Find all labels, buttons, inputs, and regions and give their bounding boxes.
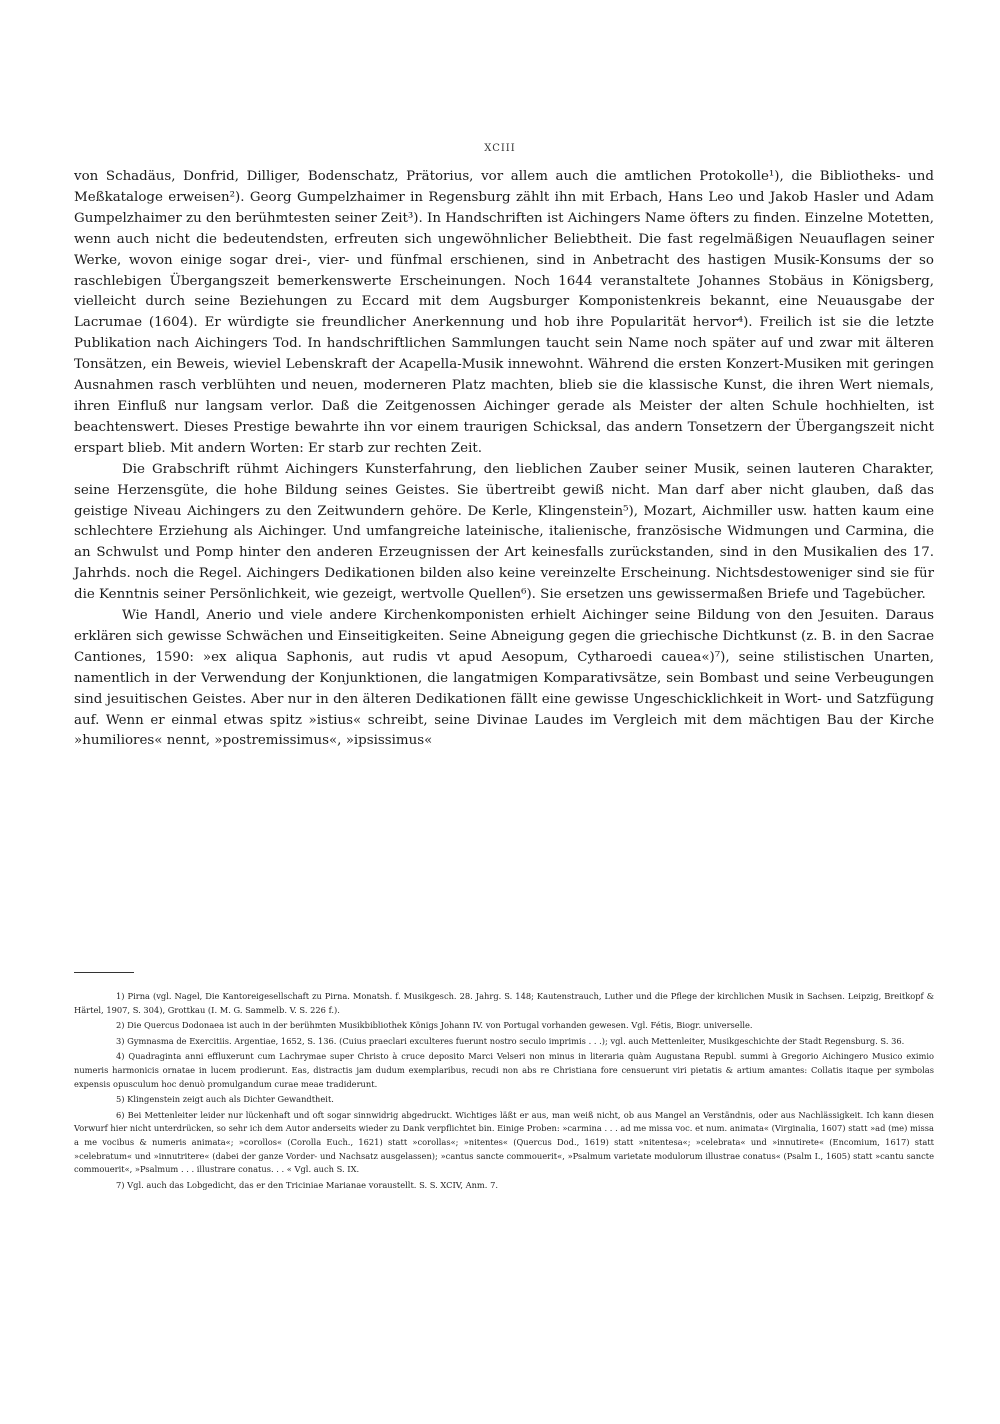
footnote: 6) Bei Mettenleiter leider nur lückenhaft und oft sogar sinnwidrig abgedruckt. Wichtiges läßt er aus, man weiß nicht, ob aus Mangel an Verständnis, oder aus Nachlässigkeit. Ich kann diesen Vorwurf hier nicht unterdrücken, so sehr ich dem Autor anderseits wieder zu Dank verpflichtet bin. Einige Proben: »carmina . . . ad me missa voc. et num. animata« (Virginalia, 1607) statt »ad (me) missa a me vocibus & numeris animata«; »corollos« (Corolla Euch., 1621) statt »corollas«; »nitentes« (Quercus Dod., 1619) statt »nitentesa«; »celebrata« und »innutirete« (Encomium, 1617) statt »celebratum« und »innutritere« (dabei der ganze Vorder- und Nachsatz ausgelassen); »cantus sancte commouerit«, »Psalmum varietate modulorum illustrae conatus« (Psalm I., 1605) statt »cantu sancte commouerit«, »Psalmum . . . illustrare conatus. . . « Vgl. auch S. IX. [74,1109,934,1175]
footnote: 2) Die Quercus Dodonaea ist auch in der berühmten Musikbibliothek Königs Johann IV. von Portugal vorhanden gewesen. Vgl. Fétis, Biogr. universelle. [116,1020,753,1031]
footnote: 5) Klingenstein zeigt auch als Dichter Gewandtheit. [116,1094,334,1105]
footnote: 7) Vgl. auch das Lobgedicht, das er den Triciniae Marianae voraustellt. S. S. XCIV, Anm. 7. [116,1179,498,1190]
footnote: 4) Quadraginta anni effluxerunt cum Lachrymae super Christo à cruce deposito Marci Velseri non minus in literaria quàm Augustana Republ. summi à Gregorio Aichingero Musico eximio numeris harmonicis ornatae in lucem prodierunt. Eas, distractis jam dudum exemplaribus, recudi non abs re Christiana fore censuerunt viri pietatis & artium amantes: Collatis itaque per symbolas expensis opusculum hoc denuò promulgandum curae meae tradiderunt. [74,1051,934,1089]
main-text [74,167,934,752]
footnote: 3) Gymnasma de Exercitiis. Argentiae, 1652, S. 136. (Cuius praeclari exculteres fuerunt nostro seculo imprimis . . .); vgl. auch Mettenleiter, Musikgeschichte der Stadt Regensburg. S. 36. [116,1035,905,1046]
paragraph: Die Grabschrift rühmt Aichingers Kunsterfahrung, den lieblichen Zauber seiner Musik, seinen lauteren Charakter, seine Herzensgüte, die hohe Bildung seines Geistes. Sie übertreibt gewiß nicht. Man darf aber nicht glauben, daß das geistige Niveau Aichingers zu den Zeitwundern gehöre. De Kerle, Klingenstein⁵), Mozart, Aichmiller usw. hatten kaum eine schlechtere Erziehung als Aichinger. Und umfangreiche lateinische, italienische, französische Widmungen und Carmina, die an Schwulst und Pomp hinter den anderen Erzeugnissen der Art keinesfalls zurückstanden, sind in den Musikalien des 17. Jahrhds. noch die Regel. Aichingers Dedikationen bilden also keine vereinzelte Erscheinung. Nichtsdestoweniger sind sie für die Kenntnis seiner Persönlichkeit, wie gezeigt, wertvolle Quellen⁶). Sie ersetzen uns gewissermaßen Briefe und Tagebücher. [74,461,934,603]
paragraph: Wie Handl, Anerio und viele andere Kirchenkomponisten erhielt Aichinger seine Bildung von den Jesuiten. Daraus erklären sich gewisse Schwächen und Einseitigkeiten. Seine Abneigung gegen die griechische Dichtkunst (z. B. in den Sacrae Cantiones, 1590: »ex aliqua Saphonis, aut rudis vt apud Aesopum, Cytharoedi cauea«)⁷), seine stilistischen Unarten, namentlich in der Verwendung der Konjunktionen, die langatmigen Komparativsätze, sein Bombast und seine Verbeugungen sind jesuitischen Geistes. Aber nur in den älteren Dedikationen fällt eine gewisse Ungeschicklichkeit in Wort- und Satzfügung auf. Wenn er einmal etwas spitz »istius« schreibt, seine Divinae Laudes im Vergleich mit dem mächtigen Bau der Kirche »humiliores« nennt, »postremissimus«, »ipsissimus« [74,608,934,749]
footnote: 1) Pirna (vgl. Nagel, Die Kantoreigesellschaft zu Pirna. Monatsh. f. Musikgesch. 28. Jahrg. S. 148; Kautenstrauch, Luther und die Pflege der kirchlichen Musik in Sachsen. Leipzig, Breitkopf & Härtel, 1907, S. 304), Grottkau (I. M. G. Sammelb. V. S. 226 f.). [74,991,934,1015]
footnotes [74,990,934,1194]
paragraph: von Schadäus, Donfrid, Dilliger, Bodenschatz, Prätorius, vor allem auch die amtlichen Protokolle¹), die Bibliotheks- und Meßkataloge erweisen²). Georg Gumpelzhaimer in Regensburg zählt ihn mit Erbach, Hans Leo und Jakob Hasler und Adam Gumpelzhaimer zu den berühmtesten seiner Zeit³). In Handschriften ist Aichingers Name öfters zu finden. Einzelne Motetten, wenn auch nicht die bedeutendsten, erfreuten sich ungewöhnlicher Beliebtheit. Die fast regelmäßigen Neuauflagen seiner Werke, wovon einige sogar drei-, vier- und fünfmal erschienen, sind in Anbetracht des hastigen Musik-Konsums der so raschlebigen Übergangszeit bemerkenswerte Erscheinungen. Noch 1644 veranstaltete Johannes Stobäus in Königsberg, vielleicht durch seine Beziehungen zu Eccard mit dem Augsburger Komponistenkreis bekannt, eine Neuausgabe der Lacrumae (1604). Er würdigte sie freundlicher Anerkennung und hob ihre Popularität hervor⁴). Freilich ist sie die letzte Publikation nach Aichingers Tod. In handschriftlichen Sammlungen taucht sein Name noch später auf und zwar mit älteren Tonsätzen, ein Beweis, wieviel Lebenskraft der Acapella-Musik innewohnt. Während die ersten Konzert-Musiken mit geringen Ausnahmen rasch verblühten und neuen, moderneren Platz machten, blieb sie die klassische Kunst, die ihren Wert niemals, ihren Einfluß nur langsam verlor. Daß die Zeitgenossen Aichinger gerade als Meister der alten Schule hochhielten, ist beachtenswert. Dieses Prestige bewahrte ihn vor einem traurigen Schicksal, das andern Tonsetzern der Übergangszeit nicht erspart blieb. Mit andern Worten: Er starb zur rechten Zeit. [74,169,934,456]
footnote-rule [74,972,134,973]
page-number: XCIII [484,143,516,154]
